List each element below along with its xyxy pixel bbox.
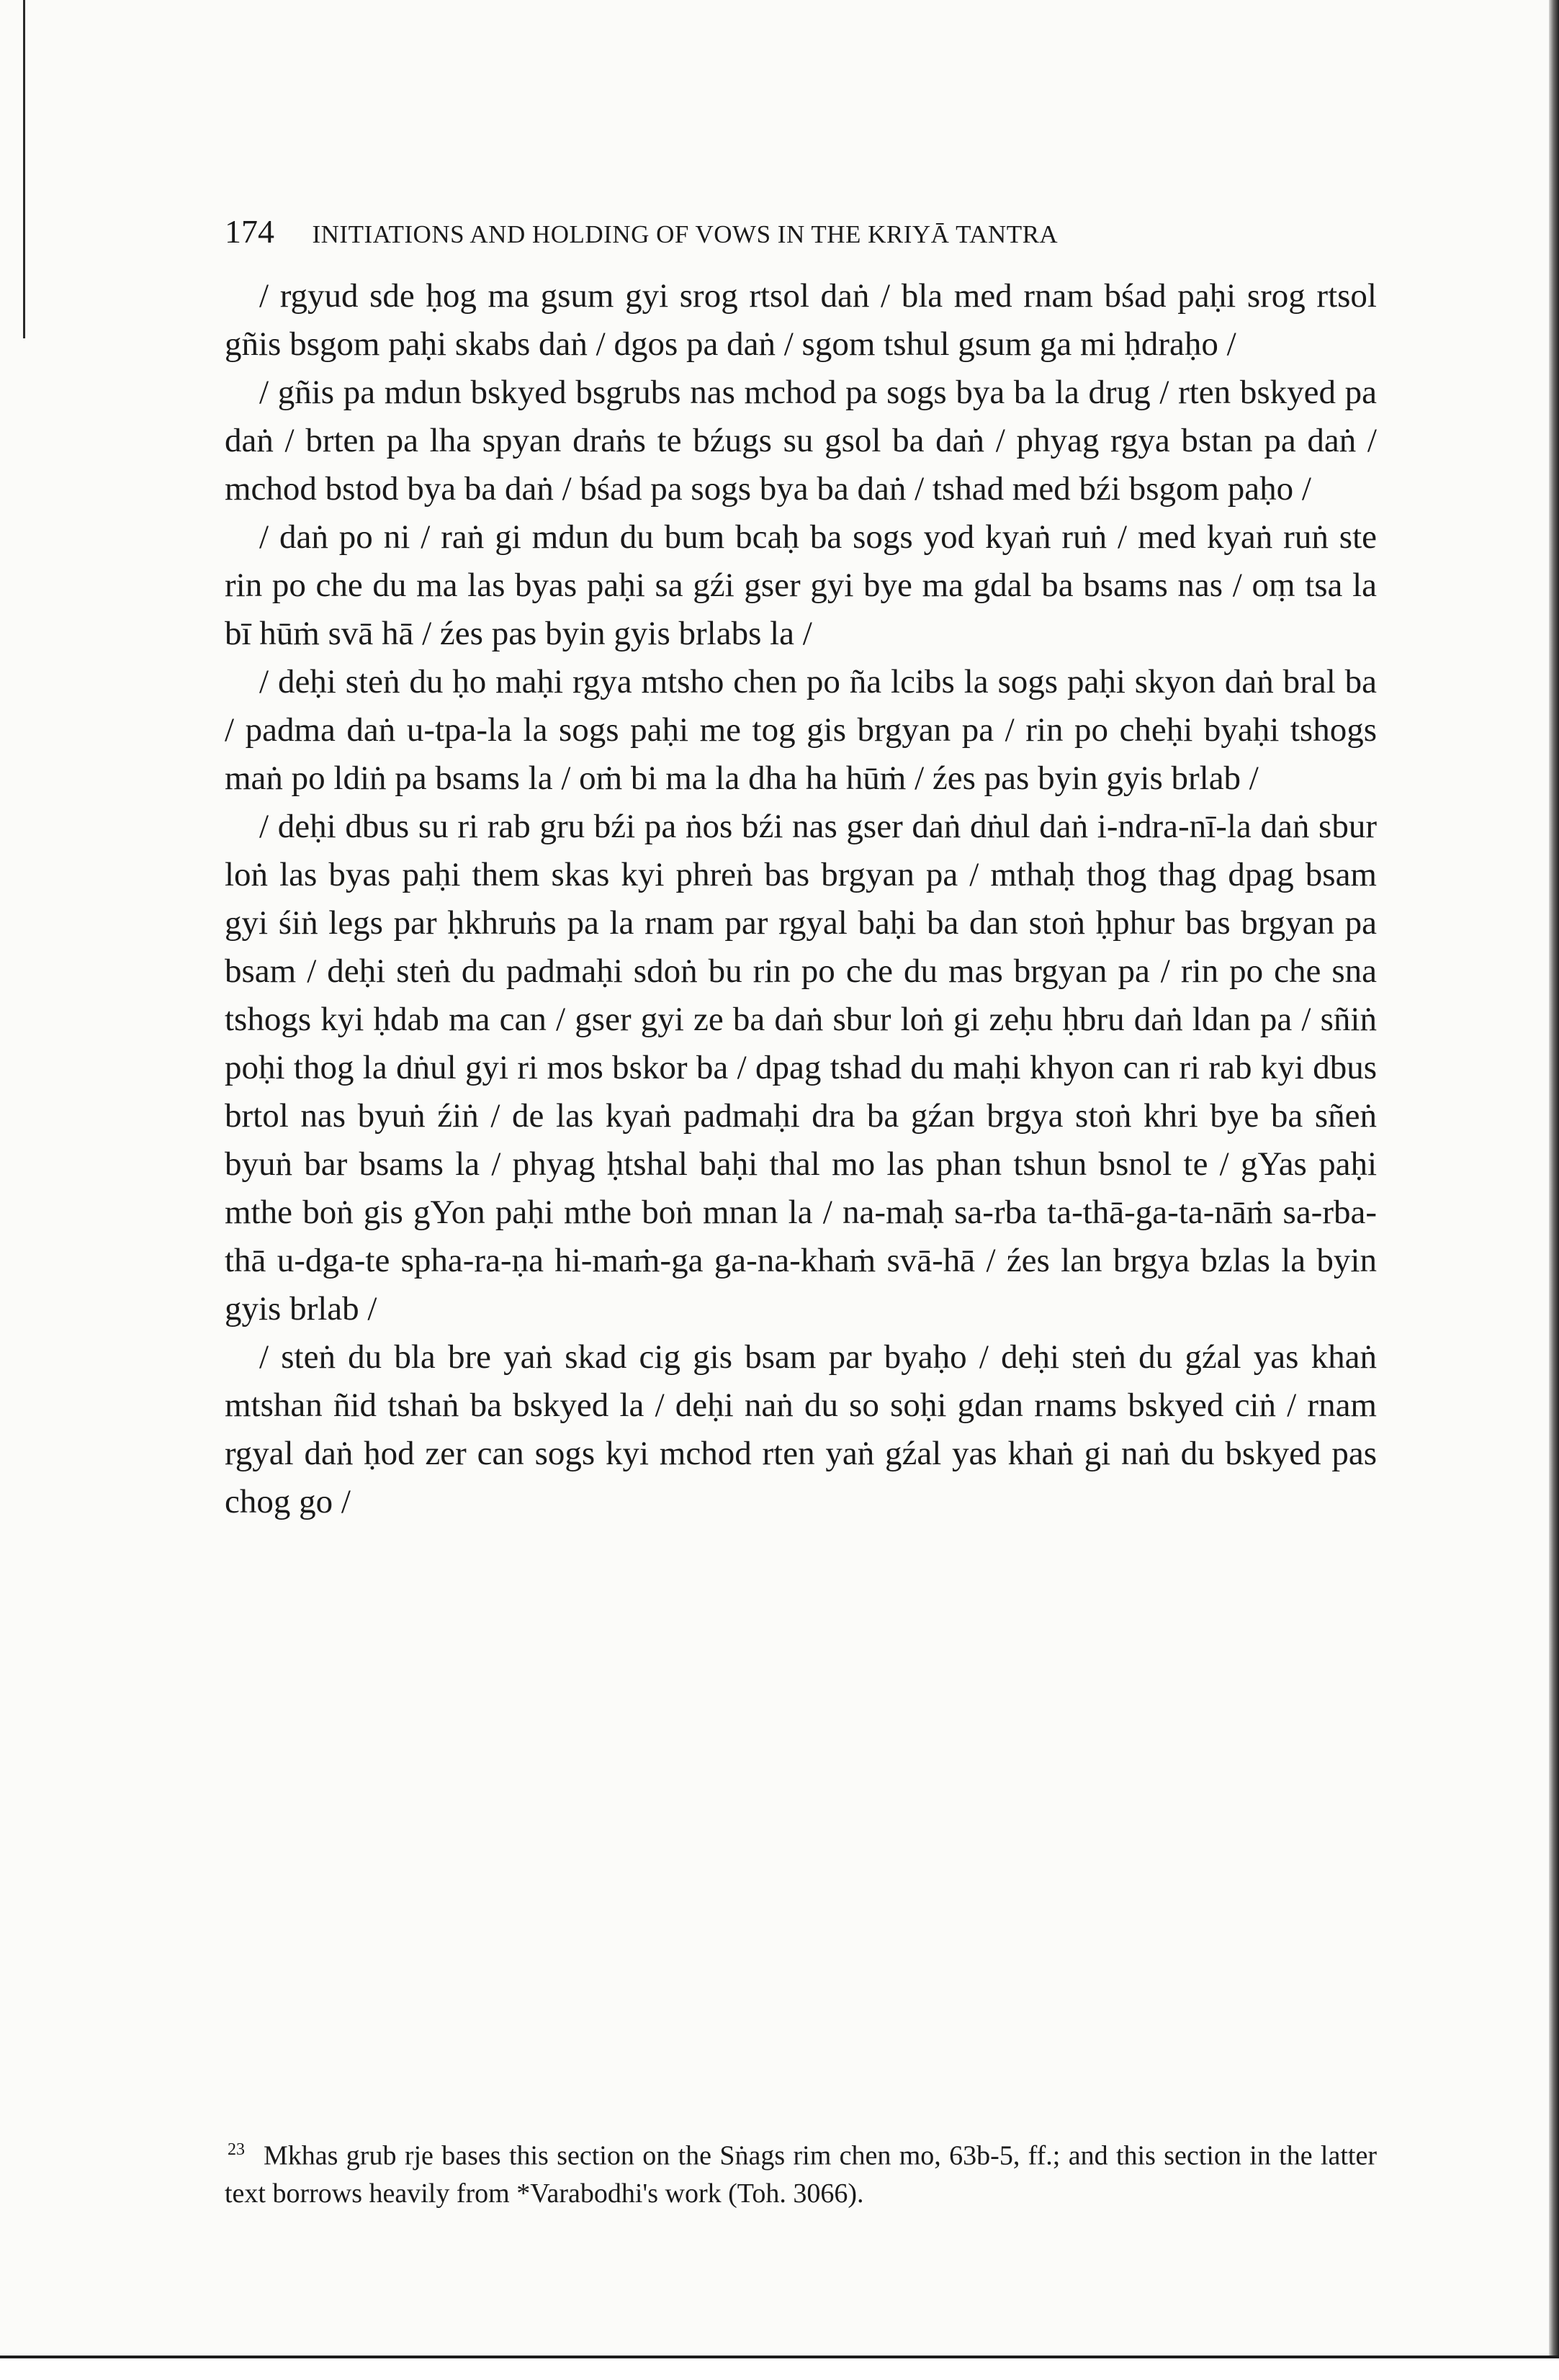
paragraph: / steṅ du bla bre yaṅ skad cig gis bsam par byaḥo / deḥi steṅ du gźal yas khaṅ mtshan ñid tshaṅ ba bskyed la / deḥi naṅ du so soḥi gdan rnams bskyed ciṅ / rnam rgyal daṅ ḥod zer can sogs kyi mchod rten yaṅ gźal yas khaṅ gi naṅ du bskyed pas chog go /: [225, 1338, 1377, 1520]
paragraph: / deḥi dbus su ri rab gru bźi pa ṅos bźi nas gser daṅ dṅul daṅ i-ndra-nī-la daṅ sbur loṅ las byas paḥi them skas kyi phreṅ bas brgyan pa / mthaḥ thog thag dpag bsam gyi śiṅ legs par ḥkhruṅs pa la rnam par rgyal baḥi ba dan stoṅ ḥphur bas brgyan pa bsam / deḥi steṅ du padmaḥi sdoṅ bu rin po che du mas brgyan pa / rin po che sna tshogs kyi ḥdab ma can / gser gyi ze ba daṅ sbur loṅ gi zeḥu ḥbru daṅ ldan pa / sñiṅ poḥi thog la dṅul gyi ri mos bskor ba / dpag tshad du maḥi khyon can ri rab kyi dbus brtol nas byuṅ źiṅ / de las kyaṅ padmaḥi dra ba gźan brgya stoṅ khri bye ba sñeṅ byuṅ bar bsams la / phyag ḥtshal baḥi thal mo las phan tshun bsnol te / gYas paḥi mthe boṅ gis gYon paḥi mthe boṅ mnan la / na-maḥ sa-rba ta-thā-ga-ta-nāṁ sa-rba-thā u-dga-te spha-ra-ṇa hi-maṁ-ga ga-na-khaṁ svā-hā / źes lan brgya bzlas la byin gyis brlab /: [225, 808, 1377, 1328]
paragraph: / daṅ po ni / raṅ gi mdun du bum bcaḥ ba sogs yod kyaṅ ruṅ / med kyaṅ ruṅ ste rin po che du ma las byas paḥi sa gźi gser gyi bye ma gdal ba bsams nas / oṃ tsa la bī hūṁ svā hā / źes pas byin gyis brlabs la /: [225, 518, 1377, 652]
paragraph: / gñis pa mdun bskyed bsgrubs nas mchod pa sogs bya ba la drug / rten bskyed pa daṅ / brten pa lha spyan draṅs te bźugs su gsol ba daṅ / phyag rgya bstan pa daṅ / mchod bstod bya ba daṅ / bśad pa sogs bya ba daṅ / tshad med bźi bsgom paḥo /: [225, 374, 1377, 508]
footnote-text: Mkhas grub rje bases this section on the Sṅags rim chen mo, 63b-5, ff.; and this section in the latter text borrows heavily from *Varabodhi's work (Toh. 3066).: [225, 2140, 1377, 2209]
page-number: 174: [225, 213, 274, 250]
page-right-edge: [1549, 0, 1559, 2380]
page-bottom-edge: [0, 2356, 1559, 2380]
running-head-title: INITIATIONS AND HOLDING OF VOWS IN THE KRIYĀ TANTRA: [312, 220, 1059, 248]
paragraph: / deḥi steṅ du ḥo maḥi rgya mtsho chen po ña lcibs la sogs paḥi skyon daṅ bral ba / padma daṅ u-tpa-la la sogs paḥi me tog gis brgyan pa / rin po cheḥi byaḥi tshogs maṅ po ldiṅ pa bsams la / oṁ bi ma la dha ha hūṁ / źes pas byin gyis brlab /: [225, 663, 1377, 797]
page-left-edge: [23, 0, 25, 338]
footnote: [225, 2131, 1377, 2212]
body-text: [225, 272, 1377, 1526]
running-head: [225, 210, 1391, 256]
footnote-marker: 23: [228, 2140, 245, 2159]
paragraph: / rgyud sde ḥog ma gsum gyi srog rtsol daṅ / bla med rnam bśad paḥi srog rtsol gñis bsgom paḥi skabs daṅ / dgos pa daṅ / sgom tshul gsum ga mi ḥdraḥo /: [225, 277, 1377, 363]
